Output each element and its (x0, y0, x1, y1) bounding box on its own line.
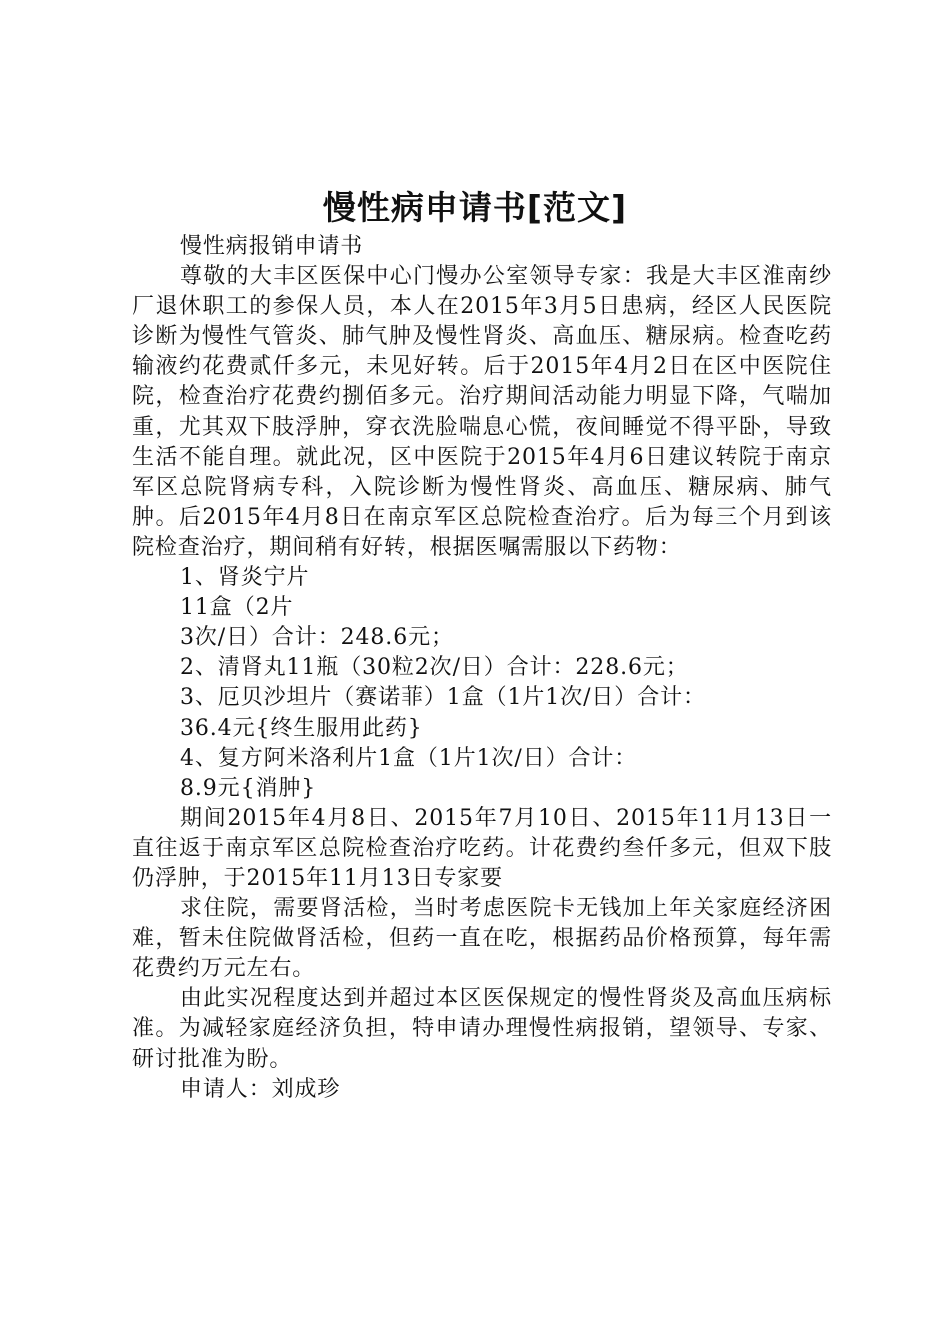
medication-3: 3、厄贝沙坦片（赛诺菲）1盒（1片1次/日）合计： (180, 685, 706, 711)
medication-1-quantity: 11盒（2片 (180, 595, 294, 621)
paragraph-request: 由此实况程度达到并超过本区医保规定的慢性肾炎及高血压病标准。为减轻家庭经济负担，特申请办理慢性病报销，望领导、专家、研讨批准为盼。 (132, 986, 832, 1072)
paragraph-intro: 尊敬的大丰区医保中心门慢办公室领导专家：我是大丰区淮南纱厂退休职工的参保人员，本人在2015年3月5日患病，经区人民医院诊断为慢性气管炎、肺气肿及慢性肾炎、高血压、糖尿病。检查吃药输液约花费贰仟多元，未见好转。后于2015年4月2日在区中医院住院，检查治疗花费约捌佰多元。治疗期间活动能力明显下降，气喘加重，尤其双下肢浮肿，穿衣洗脸喘息心慌，夜间睡觉不得平卧，导致生活不能自理。就此况，区中医院于2015年4月6日建议转院于南京军区总院肾病专科，入院诊断为慢性肾炎、高血压、糖尿病、肺气肿。后2015年4月8日在南京军区总院检查治疗。后为每三个月到该院检查治疗，期间稍有好转，根据医嘱需服以下药物： (132, 264, 832, 560)
medication-3-note: 36.4元{终生服用此药} (180, 715, 423, 741)
applicant-signature-line: 申请人：刘成珍 (180, 1076, 341, 1102)
medication-4: 4、复方阿米洛利片1盒（1片1次/日）合计： (180, 745, 638, 771)
medication-2: 2、清肾丸11瓶（30粒2次/日）合计：228.6元； (180, 655, 689, 681)
paragraph-treatment-history: 期间2015年4月8日、2015年7月10日、2015年11月13日一直往返于南京军区总院检查治疗吃药。计花费约叁仟多元，但双下肢仍浮肿，于2015年11月13日专家要 (132, 805, 832, 891)
document-title: 慢性病申请书[范文] (322, 188, 628, 227)
medication-1-dose: 3次/日）合计：248.6元； (180, 625, 454, 651)
medication-4-note: 8.9元{消肿} (180, 775, 317, 801)
document-body (132, 232, 832, 1105)
subtitle: 慢性病报销申请书 (180, 234, 364, 259)
medication-1-name: 1、肾炎宁片 (180, 565, 310, 591)
paragraph-hospitalization: 求住院，需要肾活检，当时考虑医院卡无钱加上年关家庭经济困难，暂未住院做肾活检，但药一直在吃，根据药品价格预算，每年需花费约万元左右。 (132, 896, 832, 982)
